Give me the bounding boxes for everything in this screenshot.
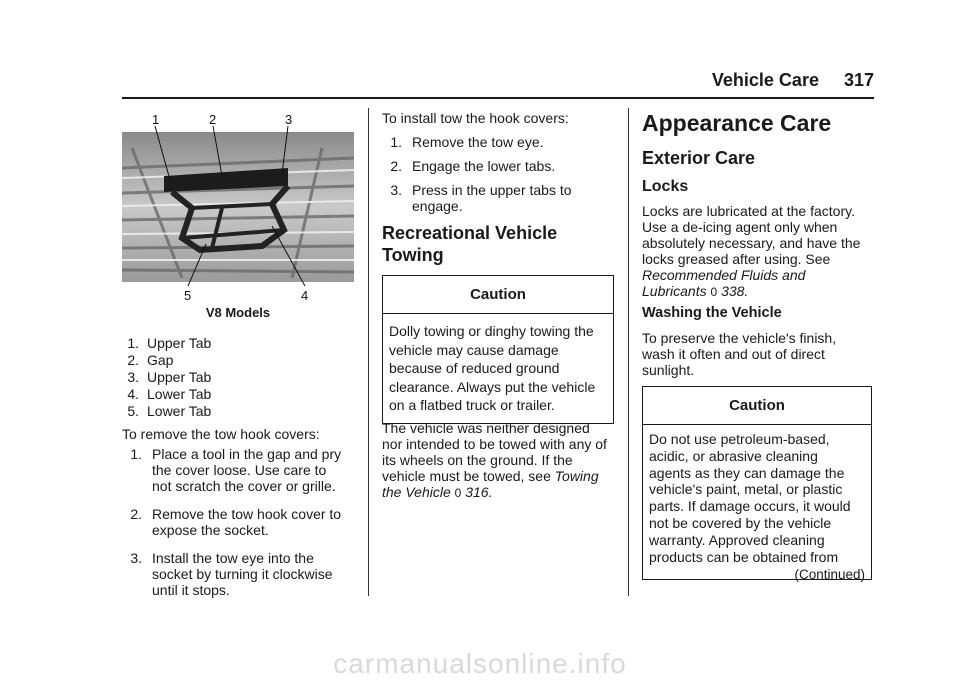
recreational-towing-heading: Recreational Vehicle Towing	[382, 223, 558, 265]
page-ref[interactable]: 316.	[465, 484, 493, 500]
towing-paragraph: The vehicle was neither designed nor intended to be towed with any of its wheels on the ground. If the vehicle must be towed, see Towing the Vehicle 0 316.	[382, 420, 607, 500]
page-ref-icon: 0	[454, 486, 462, 500]
parts-list	[125, 335, 211, 420]
exterior-care-heading: Exterior Care	[642, 148, 756, 168]
list-item: 4. Lower Tab	[127, 386, 212, 402]
caution-body: Dolly towing or dinghy towing the vehicle may cause damage because of reduced ground clearance. Always put the vehicle on a flatbed truck or trailer.	[389, 323, 596, 413]
continued-label: (Continued)	[794, 567, 865, 583]
page-ref[interactable]: 338.	[721, 283, 749, 299]
figure-caption: V8 Models	[205, 305, 271, 320]
list-item: 2. Gap	[127, 352, 174, 368]
step-item: 2. Remove the tow hook cover to expose the socket.	[130, 506, 342, 538]
appearance-care-heading: Appearance Care	[642, 110, 832, 136]
header-rule	[122, 97, 874, 99]
remove-intro: To remove the tow hook covers:	[122, 426, 320, 442]
callout-5: 5	[184, 288, 192, 303]
install-steps	[382, 134, 622, 226]
callout-2: 2	[209, 112, 217, 127]
column-divider	[368, 108, 369, 596]
caution-body: Do not use petroleum-based, acidic, or abrasive cleaning agents as they can damage the vehicle's paint, metal, or plastic parts. If damage occurs, it would not be covered by the vehicle warranty. Approved cleaning products can be obtained from (Continued)	[649, 431, 865, 583]
fluids-link-cont[interactable]: Lubricants	[642, 283, 707, 299]
install-intro: To install tow the hook covers:	[382, 110, 569, 126]
watermark: carmanualsonline.info	[333, 648, 627, 679]
caution-title: Caution	[470, 286, 526, 303]
washing-paragraph: To preserve the vehicle's finish, wash it often and out of direct sunlight.	[642, 330, 837, 378]
locks-paragraph: Locks are lubricated at the factory. Use a de-icing agent only when absolutely necessary, and have the locks greased after using. See Recommended Fluids and Lubricants 0 338.	[642, 203, 861, 299]
towing-link[interactable]: Towing	[554, 468, 599, 484]
remove-steps	[122, 446, 362, 610]
column-divider	[628, 108, 629, 596]
callout-3: 3	[285, 112, 293, 127]
callout-1: 1	[152, 112, 160, 127]
washing-heading: Washing the Vehicle	[642, 305, 782, 321]
callout-4: 4	[301, 288, 309, 303]
locks-heading: Locks	[642, 178, 689, 195]
caution-title: Caution	[729, 397, 785, 414]
fluids-link[interactable]: Recommended Fluids and	[642, 267, 806, 283]
page-header: Vehicle Care 317	[711, 70, 874, 90]
list-item: 1. Upper Tab	[127, 335, 212, 351]
tow-hook-cover-illustration	[122, 108, 354, 308]
step-item: 3. Press in the upper tabs to engage.	[390, 182, 572, 214]
step-item: 2. Engage the lower tabs.	[390, 158, 556, 174]
list-item: 3. Upper Tab	[127, 369, 212, 385]
caution-box-washing	[642, 386, 872, 583]
list-item: 5. Lower Tab	[127, 403, 212, 419]
caution-box-towing	[382, 275, 614, 424]
page-ref-icon: 0	[710, 285, 718, 299]
step-item: 1. Place a tool in the gap and pry the cover loose. Use care to not scratch the cover or grille.	[130, 446, 342, 494]
step-item: 1. Remove the tow eye.	[390, 134, 544, 150]
grille-figure	[122, 108, 354, 308]
step-item: 3. Install the tow eye into the socket by turning it clockwise until it stops.	[130, 550, 333, 598]
towing-link-cont[interactable]: the Vehicle	[382, 484, 451, 500]
